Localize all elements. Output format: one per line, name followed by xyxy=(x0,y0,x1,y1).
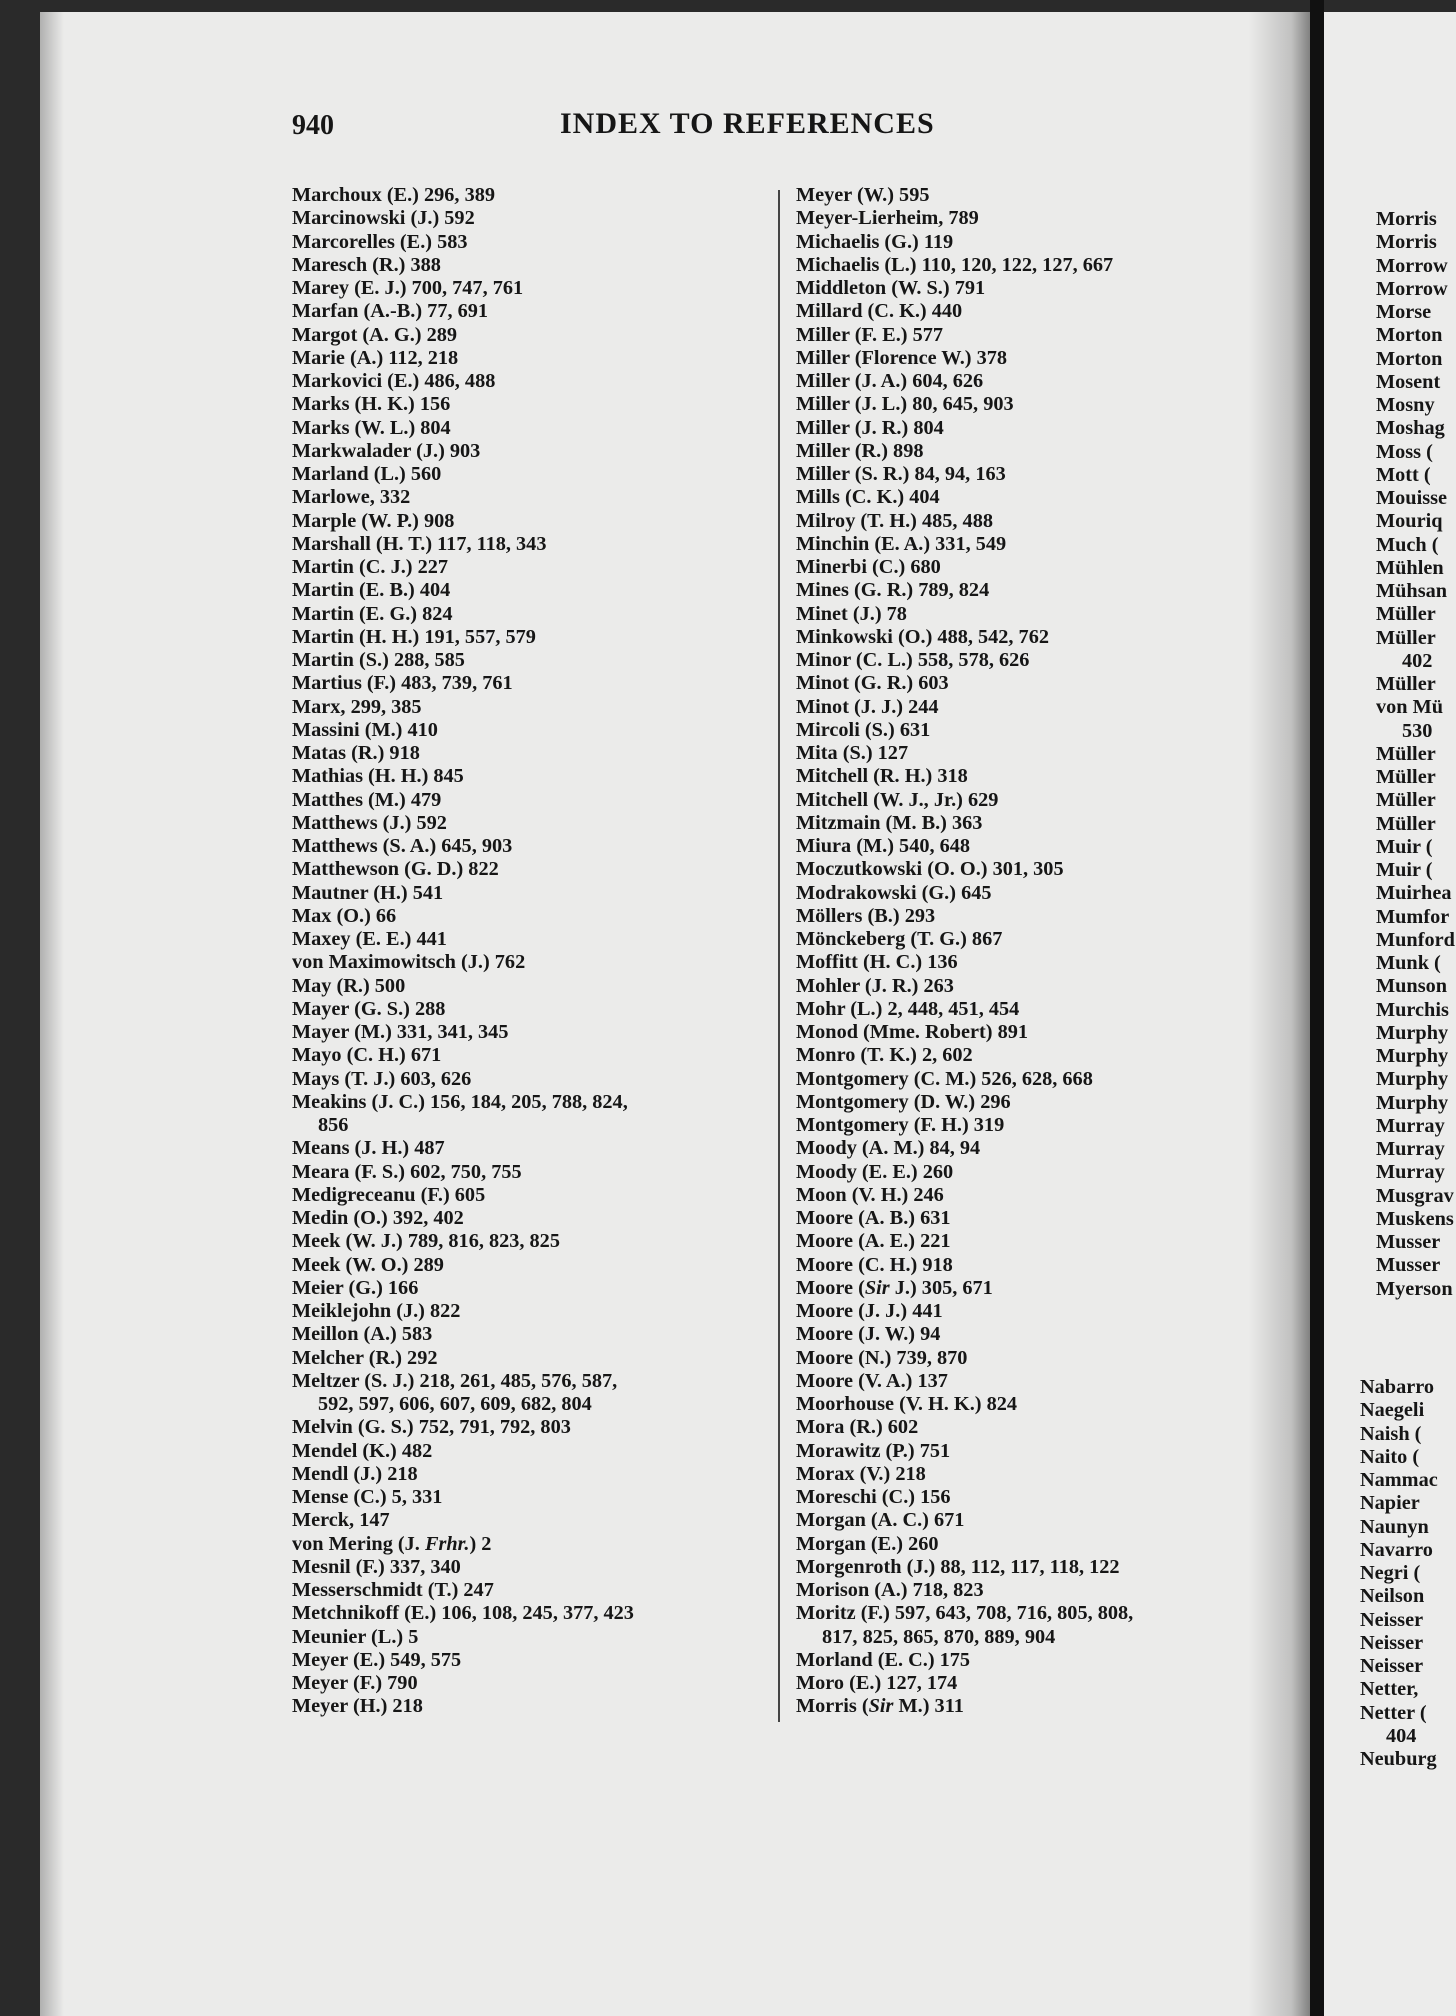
index-entry: Modrakowski (G.) 645 xyxy=(796,881,992,904)
index-entry: Michaelis (G.) 119 xyxy=(796,230,954,253)
index-entry: Miura (M.) 540, 648 xyxy=(796,835,971,857)
index-entry: von Mering (J. Frhr.) 2 xyxy=(292,1532,492,1555)
index-entry: Marcinowski (J.) 592 xyxy=(292,207,475,230)
index-entry: Mitchell (W. J., Jr.) 629 xyxy=(796,788,999,811)
index-entry: 856 xyxy=(318,1114,349,1136)
index-entry: Moshag xyxy=(1376,417,1445,440)
index-entry: Neisser xyxy=(1360,1655,1424,1677)
index-entry: Morris xyxy=(1376,231,1437,254)
index-entry: Martin (E. B.) 404 xyxy=(292,579,451,602)
index-entry: 592, 597, 606, 607, 609, 682, 804 xyxy=(318,1393,592,1415)
index-entry: Moreschi (C.) 156 xyxy=(796,1486,951,1508)
index-entry: Murphy xyxy=(1376,1068,1449,1091)
index-entry: Martin (C. J.) 227 xyxy=(292,556,449,578)
index-entry: Markovici (E.) 486, 488 xyxy=(292,370,496,392)
index-entry: Nammac xyxy=(1360,1469,1438,1491)
index-entry: Mills (C. K.) 404 xyxy=(796,486,940,509)
index-entry: Means (J. H.) 487 xyxy=(292,1137,445,1160)
index-entry: Murphy xyxy=(1376,1045,1449,1067)
index-entry: Moro (E.) 127, 174 xyxy=(796,1672,958,1694)
index-entry: Meyer-Lierheim, 789 xyxy=(796,207,979,230)
index-entry: Meek (W. J.) 789, 816, 823, 825 xyxy=(292,1230,560,1253)
index-entry: Muir ( xyxy=(1376,835,1433,858)
index-entry: Munford xyxy=(1376,928,1455,951)
index-entry: Negri ( xyxy=(1360,1562,1421,1584)
index-entry: Morton xyxy=(1376,347,1443,370)
index-entry: Monod (Mme. Robert) 891 xyxy=(796,1021,1029,1043)
index-entry: Meek (W. O.) 289 xyxy=(292,1253,444,1276)
index-entry: Moffitt (H. C.) 136 xyxy=(796,951,958,974)
index-entry: May (R.) 500 xyxy=(292,974,406,997)
index-entry: Muskens xyxy=(1376,1207,1454,1230)
index-entry: Meier (G.) 166 xyxy=(292,1276,419,1299)
index-entry: Miller (J. R.) 804 xyxy=(796,416,944,439)
index-entry: Medin (O.) 392, 402 xyxy=(292,1207,464,1229)
index-entry: Moss ( xyxy=(1376,440,1433,463)
index-entry: Martin (E. G.) 824 xyxy=(292,602,453,625)
index-entry: Naish ( xyxy=(1360,1422,1422,1445)
index-entry: Morgenroth (J.) 88, 112, 117, 118, 122 xyxy=(796,1555,1120,1578)
index-entry: Marshall (H. T.) 117, 118, 343 xyxy=(292,532,547,555)
page-edge-shadow xyxy=(40,12,64,2016)
index-entry: Maresch (R.) 388 xyxy=(292,253,441,276)
index-entry: Munk ( xyxy=(1376,952,1441,974)
index-entry: Neisser xyxy=(1360,1631,1424,1654)
index-entry: Melcher (R.) 292 xyxy=(292,1346,438,1369)
index-entry: Marx, 299, 385 xyxy=(292,695,422,718)
index-entry: Murphy xyxy=(1376,1021,1449,1044)
book-gutter xyxy=(1310,0,1324,2016)
index-entry: Mouriq xyxy=(1376,510,1443,533)
index-entry: Meakins (J. C.) 156, 184, 205, 788, 824, xyxy=(292,1090,628,1113)
index-entry: Monro (T. K.) 2, 602 xyxy=(796,1044,973,1067)
index-entry: Muirhea xyxy=(1376,882,1452,905)
index-entry: Montgomery (C. M.) 526, 628, 668 xyxy=(796,1067,1093,1090)
index-entry: Mays (T. J.) 603, 626 xyxy=(292,1067,472,1090)
index-entry: Marks (H. K.) 156 xyxy=(292,393,451,416)
index-entry: Massini (M.) 410 xyxy=(292,718,438,741)
index-entry: Miller (S. R.) 84, 94, 163 xyxy=(796,463,1006,485)
index-entry: Mita (S.) 127 xyxy=(796,742,909,764)
index-entry: Miller (F. E.) 577 xyxy=(796,323,944,346)
index-entry: 817, 825, 865, 870, 889, 904 xyxy=(822,1625,1056,1648)
index-entry: Murray xyxy=(1376,1138,1445,1160)
index-entry: Murphy xyxy=(1376,1091,1449,1114)
index-entry: Morton xyxy=(1376,324,1443,347)
index-entry: Meltzer (S. J.) 218, 261, 485, 576, 587, xyxy=(292,1369,618,1392)
index-entry: Mouisse xyxy=(1376,487,1447,509)
index-column-2 xyxy=(796,184,1276,1719)
index-entry: Miller (Florence W.) 378 xyxy=(796,346,1008,369)
index-entry: Moore (A. E.) 221 xyxy=(796,1230,951,1253)
index-entry: Munson xyxy=(1376,975,1448,998)
running-head: INDEX TO REFERENCES xyxy=(560,107,935,140)
index-entry: Morrow xyxy=(1376,277,1448,300)
index-entry: 404 xyxy=(1386,1724,1417,1747)
index-entry: Moore (N.) 739, 870 xyxy=(796,1346,968,1369)
index-entry: Mathias (H. H.) 845 xyxy=(292,765,464,788)
index-entry: Martin (H. H.) 191, 557, 579 xyxy=(292,625,536,648)
index-entry: Much ( xyxy=(1376,533,1439,556)
index-entry: Mitchell (R. H.) 318 xyxy=(796,765,968,788)
column-rule xyxy=(778,190,780,1722)
index-entry: Messerschmidt (T.) 247 xyxy=(292,1579,494,1601)
index-entry: Minot (J. J.) 244 xyxy=(796,695,939,718)
index-entry: Martius (F.) 483, 739, 761 xyxy=(292,672,513,695)
index-entry: Milroy (T. H.) 485, 488 xyxy=(796,509,993,532)
index-entry: Middleton (W. S.) 791 xyxy=(796,277,986,299)
index-entry: Musgrav xyxy=(1376,1184,1454,1207)
index-entry: Mott ( xyxy=(1376,463,1431,486)
index-entry: Mönckeberg (T. G.) 867 xyxy=(796,928,1003,950)
index-entry: Neuburg xyxy=(1360,1748,1437,1770)
index-entry: Millard (C. K.) 440 xyxy=(796,300,963,323)
index-entry: Morris (Sir M.) 311 xyxy=(796,1695,964,1718)
index-entry: Miller (J. L.) 80, 645, 903 xyxy=(796,393,1014,416)
index-entry: Neisser xyxy=(1360,1608,1424,1631)
index-entry: Morrow xyxy=(1376,254,1448,277)
index-entry: Morax (V.) 218 xyxy=(796,1462,926,1485)
index-entry: Moore (A. B.) 631 xyxy=(796,1207,951,1229)
index-entry: Morgan (A. C.) 671 xyxy=(796,1509,965,1532)
index-entry: von Maximowitsch (J.) 762 xyxy=(292,951,526,974)
index-entry: Müller xyxy=(1376,766,1436,788)
index-entry: Moon (V. H.) 246 xyxy=(796,1183,944,1206)
page-number: 940 xyxy=(292,110,334,141)
index-entry: Meillon (A.) 583 xyxy=(292,1323,433,1346)
index-entry: Moody (A. M.) 84, 94 xyxy=(796,1137,981,1160)
index-entry: Müller xyxy=(1376,603,1436,626)
index-entry: Morison (A.) 718, 823 xyxy=(796,1579,984,1601)
index-entry: Meyer (E.) 549, 575 xyxy=(292,1648,462,1671)
index-entry: Netter, xyxy=(1360,1678,1419,1701)
index-entry: Meiklejohn (J.) 822 xyxy=(292,1300,461,1322)
index-entry: Mesnil (F.) 337, 340 xyxy=(292,1555,461,1578)
index-entry: Moore (J. J.) 441 xyxy=(796,1300,943,1322)
index-entry: Minot (G. R.) 603 xyxy=(796,672,949,695)
index-entry: Martin (S.) 288, 585 xyxy=(292,649,465,671)
index-entry: Mitzmain (M. B.) 363 xyxy=(796,811,983,834)
index-entry: Naito ( xyxy=(1360,1445,1420,1468)
index-entry: Morland (E. C.) 175 xyxy=(796,1648,971,1671)
index-entry: Maxey (E. E.) 441 xyxy=(292,928,447,950)
index-entry: Muir ( xyxy=(1376,859,1433,881)
index-entry: Minet (J.) 78 xyxy=(796,602,907,625)
index-entry: Moore (C. H.) 918 xyxy=(796,1253,953,1276)
index-entry: Murray xyxy=(1376,1161,1445,1184)
index-entry: Mircoli (S.) 631 xyxy=(796,718,931,741)
index-entry: Neilson xyxy=(1360,1585,1425,1608)
index-entry: von Mü xyxy=(1376,696,1444,719)
index-entry: Meyer (H.) 218 xyxy=(292,1695,423,1718)
index-entry: Montgomery (D. W.) 296 xyxy=(796,1090,1011,1113)
index-entry: 530 xyxy=(1402,719,1433,742)
index-entry: Metchnikoff (E.) 106, 108, 245, 377, 423 xyxy=(292,1602,634,1625)
index-entry: Nabarro xyxy=(1360,1376,1434,1398)
index-entry: Marcorelles (E.) 583 xyxy=(292,230,468,253)
index-entry: Meyer (W.) 595 xyxy=(796,184,930,206)
index-entry: Moore (J. W.) 94 xyxy=(796,1323,941,1346)
index-entry: Michaelis (L.) 110, 120, 122, 127, 667 xyxy=(796,253,1114,276)
index-entry: Moore (V. A.) 137 xyxy=(796,1369,948,1392)
index-entry: Mautner (H.) 541 xyxy=(292,881,444,904)
index-column-1 xyxy=(292,184,772,1719)
index-entry: Max (O.) 66 xyxy=(292,904,397,927)
index-entry: Mayo (C. H.) 671 xyxy=(292,1044,442,1067)
index-entry: Mumfor xyxy=(1376,905,1450,928)
index-entry: Myerson xyxy=(1376,1277,1453,1300)
index-entry: Moody (E. E.) 260 xyxy=(796,1160,954,1183)
index-entry: Morgan (E.) 260 xyxy=(796,1532,939,1555)
index-entry: Mendl (J.) 218 xyxy=(292,1462,418,1485)
index-entry: Müller xyxy=(1376,812,1436,835)
index-entry: Minkowski (O.) 488, 542, 762 xyxy=(796,625,1049,648)
index-entry: Melvin (G. S.) 752, 791, 792, 803 xyxy=(292,1416,571,1439)
index-entry: Musser xyxy=(1376,1254,1441,1277)
index-entry: Minor (C. L.) 558, 578, 626 xyxy=(796,649,1030,671)
index-entry: Musser xyxy=(1376,1231,1441,1253)
index-entry: Müller xyxy=(1376,673,1436,695)
index-entry: Mohr (L.) 2, 448, 451, 454 xyxy=(796,997,1020,1020)
index-entry: Marple (W. P.) 908 xyxy=(292,509,455,532)
index-entry: Medigreceanu (F.) 605 xyxy=(292,1183,486,1206)
index-column-3-partial xyxy=(1376,208,1456,1301)
index-entry: Merck, 147 xyxy=(292,1509,390,1532)
index-entry: Müller xyxy=(1376,626,1436,649)
index-entry: Naunyn xyxy=(1360,1515,1429,1538)
index-entry: Meyer (F.) 790 xyxy=(292,1672,418,1694)
index-entry: Mora (R.) 602 xyxy=(796,1416,919,1439)
index-entry: Meara (F. S.) 602, 750, 755 xyxy=(292,1160,522,1183)
index-entry: Miller (J. A.) 604, 626 xyxy=(796,370,984,392)
index-entry: Naegeli xyxy=(1360,1399,1425,1422)
index-entry: Margot (A. G.) 289 xyxy=(292,323,458,346)
index-column-3-partial-lower xyxy=(1360,1376,1456,1771)
index-entry: Müller xyxy=(1376,742,1436,765)
index-entry: Mosent xyxy=(1376,370,1441,393)
index-entry: Marks (W. L.) 804 xyxy=(292,416,451,439)
index-entry: Marchoux (E.) 296, 389 xyxy=(292,184,495,206)
index-entry: Murchis xyxy=(1376,998,1449,1021)
index-entry: Mosny xyxy=(1376,394,1435,416)
index-entry: Matas (R.) 918 xyxy=(292,742,420,764)
index-entry: Matthewson (G. D.) 822 xyxy=(292,858,499,881)
index-entry: Morse xyxy=(1376,301,1432,323)
index-entry: Mines (G. R.) 789, 824 xyxy=(796,579,990,602)
index-entry: Minchin (E. A.) 331, 549 xyxy=(796,532,1007,555)
index-entry: Montgomery (F. H.) 319 xyxy=(796,1114,1005,1136)
index-entry: Netter ( xyxy=(1360,1701,1427,1724)
index-entry: Napier xyxy=(1360,1492,1420,1515)
index-entry: Murray xyxy=(1376,1114,1445,1137)
index-entry: Müller xyxy=(1376,789,1436,812)
index-entry: Marlowe, 332 xyxy=(292,486,411,509)
index-entry: Minerbi (C.) 680 xyxy=(796,556,941,578)
index-entry: Mense (C.) 5, 331 xyxy=(292,1486,443,1508)
index-entry: Marland (L.) 560 xyxy=(292,463,442,485)
index-entry: Miller (R.) 898 xyxy=(796,439,924,462)
index-entry: Moritz (F.) 597, 643, 708, 716, 805, 808, xyxy=(796,1602,1134,1625)
index-entry: Morris xyxy=(1376,208,1437,230)
index-entry: Mayer (M.) 331, 341, 345 xyxy=(292,1021,509,1043)
index-entry: Morawitz (P.) 751 xyxy=(796,1439,951,1462)
index-entry: Moczutkowski (O. O.) 301, 305 xyxy=(796,858,1064,881)
index-entry: Markwalader (J.) 903 xyxy=(292,439,481,462)
index-entry: Mühsan xyxy=(1376,580,1448,602)
index-entry: Matthews (J.) 592 xyxy=(292,811,447,834)
index-entry: Mendel (K.) 482 xyxy=(292,1439,433,1462)
index-entry: Navarro xyxy=(1360,1538,1433,1561)
index-entry: Mayer (G. S.) 288 xyxy=(292,997,446,1020)
index-entry: Marie (A.) 112, 218 xyxy=(292,346,459,369)
index-entry: Möllers (B.) 293 xyxy=(796,904,936,927)
index-entry: Mühlen xyxy=(1376,556,1444,579)
index-entry: Moorhouse (V. H. K.) 824 xyxy=(796,1393,1018,1415)
index-entry: Mohler (J. R.) 263 xyxy=(796,974,954,997)
index-entry: Matthews (S. A.) 645, 903 xyxy=(292,835,513,857)
index-entry: Meunier (L.) 5 xyxy=(292,1625,419,1648)
index-entry: Matthes (M.) 479 xyxy=(292,788,442,811)
index-entry: Marey (E. J.) 700, 747, 761 xyxy=(292,277,524,299)
index-entry: Moore (Sir J.) 305, 671 xyxy=(796,1276,993,1299)
index-entry: Marfan (A.-B.) 77, 691 xyxy=(292,300,489,323)
index-entry: 402 xyxy=(1402,649,1433,672)
